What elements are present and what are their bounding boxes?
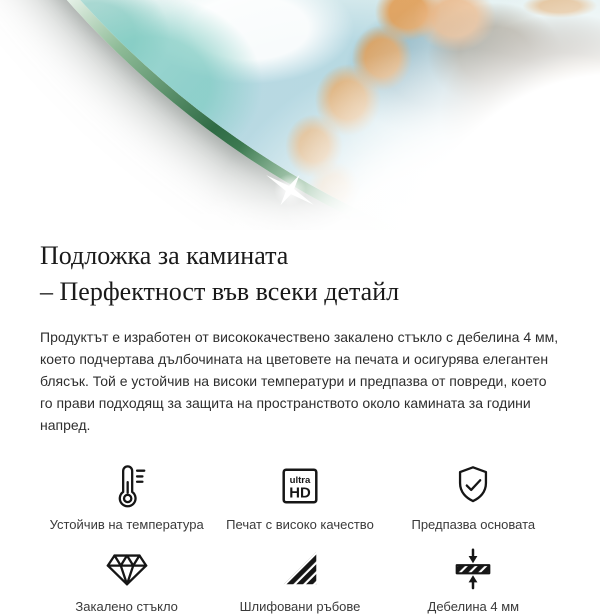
shield-check-icon: [450, 462, 496, 510]
ultra-hd-icon-text-top: ultra: [289, 475, 311, 487]
feature-label: Устойчив на температура: [49, 517, 204, 532]
thermometer-icon: [104, 462, 150, 510]
ultra-hd-icon: [277, 462, 323, 510]
feature-label: Закалено стъкло: [75, 599, 178, 614]
feature-item: [213, 462, 386, 534]
feature-label: Шлифовани ръбове: [239, 599, 361, 614]
feature-item: [213, 544, 386, 616]
product-description-section: [0, 230, 600, 616]
page-title-line1: Подложка за камината: [40, 241, 289, 270]
ultra-hd-icon-text-bottom: HD: [289, 485, 311, 502]
feature-label: Печат с високо качество: [226, 517, 374, 532]
diamond-icon: [104, 544, 150, 592]
polished-edges-icon: [277, 544, 323, 592]
features-grid: [40, 458, 560, 616]
feature-item: [387, 462, 560, 534]
feature-item: [40, 462, 213, 534]
feature-label: Предпазва основата: [411, 517, 536, 532]
product-description: Продуктът е изработен от висококачествено закалено стъкло с дебелина 4 мм, което подчертава дълбочината на цветовете на печата и осигурява елегантен блясък. Той е устойчив на високи температури и предпазва от повреди, което го прави подходящ за защита на пространството около камината за години напред.: [40, 329, 559, 433]
product-photo: [0, 0, 600, 230]
feature-item: [387, 544, 560, 616]
feature-item: [40, 544, 213, 616]
page-title: [40, 238, 560, 310]
feature-label: Дебелина 4 мм: [427, 599, 520, 614]
page-title-line2: – Перфектност във всеки детайл: [40, 277, 400, 306]
thickness-icon: [450, 544, 496, 592]
